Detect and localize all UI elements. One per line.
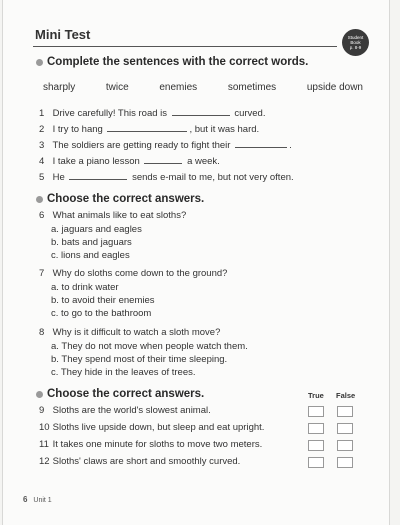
item-text: It takes one minute for sloths to move two meters. [52,439,263,450]
question-text: Why is it difficult to watch a sloth move? [52,327,221,338]
true-checkbox[interactable] [308,423,324,434]
true-checkbox[interactable] [308,406,324,417]
item-text-before: The soldiers are getting ready to fight their [52,140,231,151]
word-bank-item: sharply [43,82,76,93]
true-false-item [39,456,240,467]
answer-blank[interactable] [69,170,127,180]
item-number: 3 [39,140,45,151]
worksheet-page [2,0,390,525]
item-text-after: , but it was hard. [189,124,260,135]
true-checkbox[interactable] [308,457,324,468]
question-number: 6 [39,210,45,221]
item-text-after: sends e-mail to me, but not very often. [132,172,294,183]
bullet-icon [36,196,43,203]
bullet-icon [36,391,43,398]
bullet-icon [36,59,43,66]
question [39,327,220,338]
answer-option[interactable]: a. jaguars and eagles [51,224,142,235]
answer-option[interactable]: c. They hide in the leaves of trees. [51,367,196,378]
answer-blank[interactable] [235,138,287,148]
item-text-before: I take a piano lesson [52,156,140,167]
question-text: What animals like to eat sloths? [52,210,187,221]
section-1-heading-text: Complete the sentences with the correct words. [47,56,309,68]
false-checkbox[interactable] [337,406,353,417]
answer-blank[interactable] [107,122,187,132]
false-column-label: False [336,391,356,400]
word-bank-item: twice [105,82,129,93]
badge-line-3: p. 8-9 [349,45,362,50]
item-text-after: a week. [187,156,220,167]
fill-blank-item [39,154,220,167]
section-3-heading-text: Choose the correct answers. [47,388,205,400]
item-text: Sloths live upside down, but sleep and eat upright. [52,422,265,433]
word-bank [43,82,363,93]
item-text: Sloths' claws are short and smoothly curved. [52,456,241,467]
answer-blank[interactable] [144,154,182,164]
question [39,268,227,279]
item-text-before: I try to hang [52,124,103,135]
item-text-before: Drive carefully! This road is [52,108,168,119]
item-number: 9 [39,405,45,416]
section-3-heading [36,388,204,400]
section-2-heading-text: Choose the correct answers. [47,193,205,205]
page-number: 6 [23,495,28,504]
item-text-after: curved. [234,108,266,119]
unit-label: Unit 1 [33,497,52,504]
item-number: 10 [39,422,50,433]
item-number: 5 [39,172,45,183]
item-number: 1 [39,108,45,119]
true-column-label: True [308,391,324,400]
answer-option[interactable]: b. They spend most of their time sleeping. [51,354,228,365]
answer-option[interactable]: b. to avoid their enemies [51,295,155,306]
item-text-before: He [52,172,65,183]
fill-blank-item [39,170,294,183]
fill-blank-item [39,122,259,135]
question-number: 8 [39,327,45,338]
item-number: 12 [39,456,50,467]
question-number: 7 [39,268,45,279]
answer-option[interactable]: c. to go to the bathroom [51,308,152,319]
false-checkbox[interactable] [337,423,353,434]
fill-blank-item [39,138,292,151]
badge-line-2: Book [350,40,361,45]
answer-option[interactable]: c. lions and eagles [51,250,130,261]
true-false-item [39,422,264,433]
false-checkbox[interactable] [337,440,353,451]
item-text-after: . [289,140,292,151]
answer-option[interactable]: b. bats and jaguars [51,237,132,248]
fill-blank-item [39,106,265,119]
true-false-item [39,405,211,416]
item-number: 4 [39,156,45,167]
title-divider [33,46,337,47]
word-bank-item: enemies [159,82,198,93]
question-text: Why do sloths come down to the ground? [52,268,228,279]
student-book-badge [342,29,369,56]
badge-line-1: Student [347,35,364,40]
item-number: 11 [39,439,49,450]
page-footer [23,495,52,504]
section-1-heading [36,56,308,68]
answer-blank[interactable] [172,106,230,116]
item-text: Sloths are the world's slowest animal. [52,405,211,416]
answer-option[interactable]: a. They do not move when people watch them. [51,341,248,352]
item-number: 2 [39,124,45,135]
false-checkbox[interactable] [337,457,353,468]
word-bank-item: upside down [306,82,363,93]
true-false-item [39,439,262,450]
question [39,210,186,221]
word-bank-item: sometimes [227,82,277,93]
answer-option[interactable]: a. to drink water [51,282,119,293]
section-2-heading [36,193,204,205]
true-checkbox[interactable] [308,440,324,451]
page-title: Mini Test [35,27,91,42]
